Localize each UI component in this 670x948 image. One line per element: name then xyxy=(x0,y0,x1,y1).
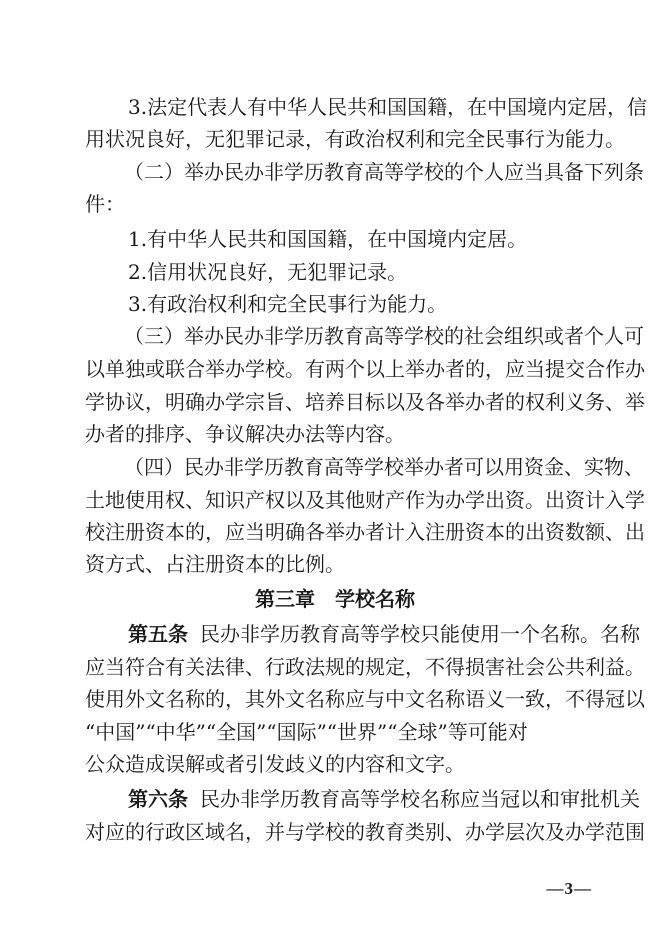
text-line-content: 以单独或联合举办学校。有两个以上举办者的，应当提交合作办 xyxy=(85,357,645,381)
text-line xyxy=(0,685,670,713)
text-line xyxy=(0,388,670,416)
text-line xyxy=(0,190,670,218)
text-line xyxy=(0,653,670,681)
article-5-label: 第五条 xyxy=(128,622,188,646)
text-line-content: 使用外文名称的，其外文名称应与中文名称语义一致，不得冠以 xyxy=(85,687,645,711)
text-line-content: 办者的排序、争议解决办法等内容。 xyxy=(85,422,405,446)
text-line-content: 1.有中华人民共和国国籍，在中国境内定居。 xyxy=(128,227,528,251)
text-line-content: （二）举办民办非学历教育高等学校的个人应当具备下列条 xyxy=(124,160,644,184)
text-line-content: 资方式、占注册资本的比例。 xyxy=(85,552,345,576)
text-line-content: 公众造成误解或者引发歧义的内容和文字。 xyxy=(85,752,465,776)
text-line-content: 3.法定代表人有中华人民共和国国籍，在中国境内定居，信 xyxy=(128,95,648,119)
text-line xyxy=(0,420,670,448)
text-line xyxy=(0,453,670,481)
article-5-first-line xyxy=(0,620,670,648)
text-line-content: 件： xyxy=(85,192,125,216)
article-5-text: 民办非学历教育高等学校只能使用一个名称。名称 xyxy=(200,622,640,646)
text-line xyxy=(0,818,670,846)
text-line xyxy=(0,93,670,121)
text-line-content: “中国”“中华”“全国”“国际”“世界”“全球”等可能对 xyxy=(85,720,528,744)
text-line xyxy=(0,355,670,383)
text-line-content: （四）民办非学历教育高等学校举办者可以用资金、实物、 xyxy=(124,455,644,479)
text-line xyxy=(0,290,670,318)
text-line-content: 对应的行政区域名，并与学校的教育类别、办学层次及办学范围 xyxy=(85,820,645,844)
text-line xyxy=(0,718,670,746)
text-line xyxy=(0,750,670,778)
text-line-content: 2.信用状况良好，无犯罪记录。 xyxy=(128,260,408,284)
chapter-heading: 第三章 学校名称 xyxy=(255,587,415,611)
text-line xyxy=(0,486,670,514)
text-line xyxy=(0,158,670,186)
text-line-content: 校注册资本的，应当明确各举办者计入注册资本的出资数额、出 xyxy=(85,520,645,544)
text-line-content: 3.有政治权利和完全民事行为能力。 xyxy=(128,292,448,316)
text-line xyxy=(0,550,670,578)
text-line-content: 学协议，明确办学宗旨、培养目标以及各举办者的权利义务、举 xyxy=(85,390,645,414)
text-line-content: （三）举办民办非学历教育高等学校的社会组织或者个人可 xyxy=(124,324,644,348)
text-line xyxy=(0,518,670,546)
page-number: —3— xyxy=(546,879,592,898)
article-6-first-line xyxy=(0,785,670,813)
text-line xyxy=(0,225,670,253)
article-6-text: 民办非学历教育高等学校名称应当冠以和审批机关 xyxy=(200,787,640,811)
text-line xyxy=(0,125,670,153)
text-line-content: 应当符合有关法律、行政法规的规定，不得损害社会公共利益。 xyxy=(85,655,645,679)
text-line xyxy=(0,322,670,350)
article-6-label: 第六条 xyxy=(128,787,188,811)
text-line xyxy=(0,258,670,286)
text-line-content: 土地使用权、知识产权以及其他财产作为办学出资。出资计入学 xyxy=(85,488,645,512)
text-line-content: 用状况良好，无犯罪记录，有政治权利和完全民事行为能力。 xyxy=(85,127,625,151)
